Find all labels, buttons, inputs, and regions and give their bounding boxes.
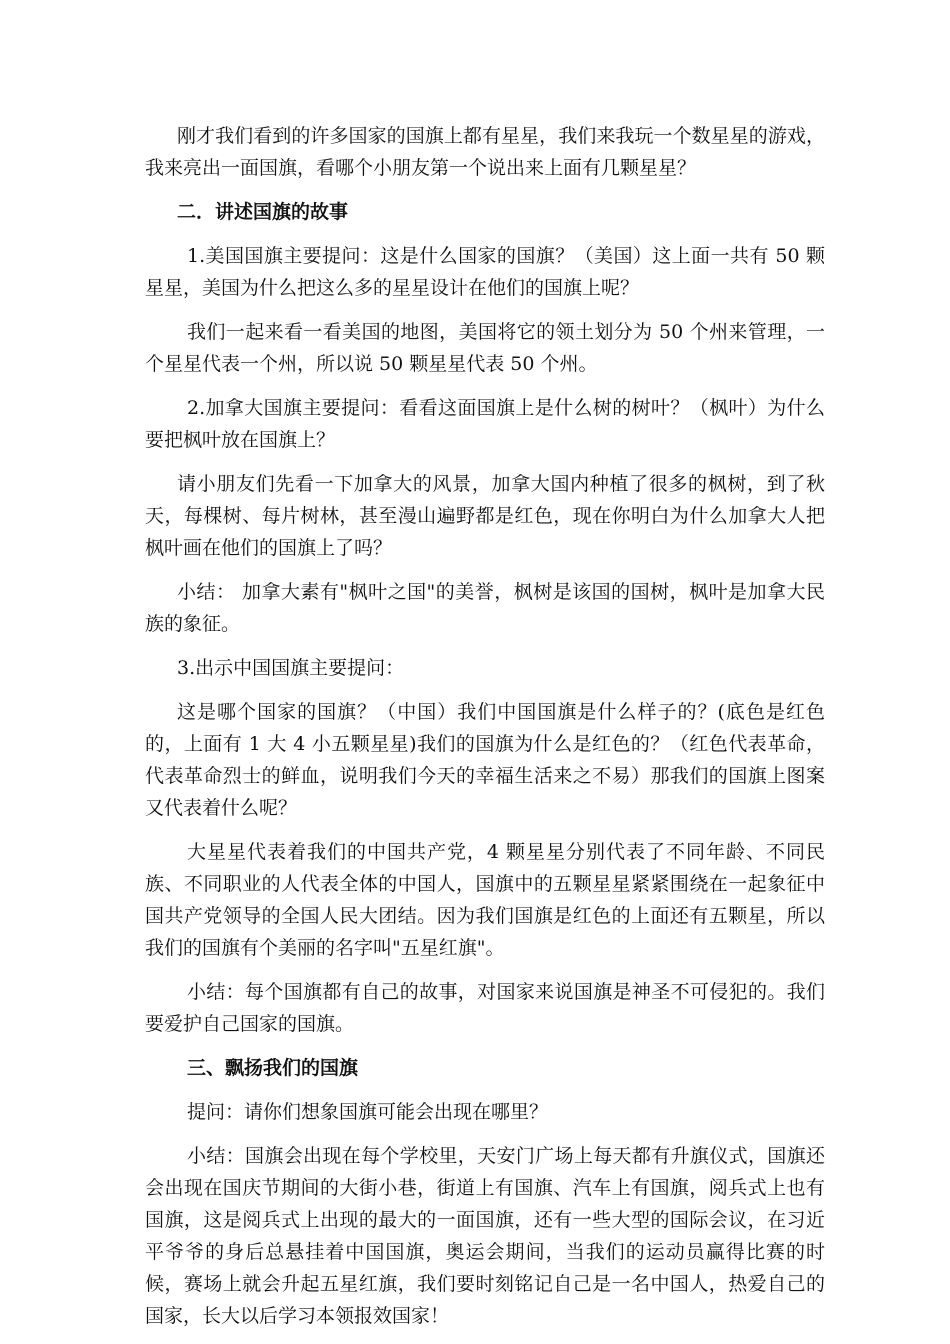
paragraph-china-intro: 3.出示中国国旗主要提问：: [177, 657, 405, 679]
paragraph-canada-scenery: 请小朋友们先看一下加拿大的风景，加拿大国内种植了很多的枫树，到了秋天，每棵树、每片树林，甚至漫山遍野都是红色，现在你明白为什么加拿大人把枫叶画在他们的国旗上了吗？: [145, 473, 825, 559]
paragraph-usa-map: 我们一起来看一看美国的地图，美国将它的领土划分为 50 个州来管理，一个星星代表一个州，所以说 50 颗星星代表 50 个州。: [145, 321, 825, 375]
heading-fly-our-flag: 三、飘扬我们的国旗: [187, 1057, 359, 1079]
paragraph-canada-question: 2.加拿大国旗主要提问：看看这面国旗上是什么树的树叶？（枫叶）为什么要把枫叶放在国旗上？: [145, 397, 825, 451]
heading-flag-stories: 二．讲述国旗的故事: [177, 201, 349, 223]
paragraph-star-game: 刚才我们看到的许多国家的国旗上都有星星，我们来我玩一个数星星的游戏，我来亮出一面国旗，看哪个小朋友第一个说出来上面有几颗星星？: [145, 125, 825, 179]
paragraph-china-question: 这是哪个国家的国旗？（中国）我们中国国旗是什么样子的？(底色是红色的，上面有 1 大 4 小五颗星星)我们的国旗为什么是红色的？（红色代表革命，代表革命烈士的鲜血，说明我们今天的幸福生活来之不易）那我们的国旗上图案又代表着什么呢？: [145, 701, 825, 819]
paragraph-final-summary: 小结：国旗会出现在每个学校里，天安门广场上每天都有升旗仪式，国旗还会出现在国庆节期间的大街小巷，街道上有国旗、汽车上有国旗，阅兵式上也有国旗，这是阅兵式上出现的最大的一面国旗，还有一些大型的国际会议，在习近平爷爷的身后总悬挂着中国国旗，奥运会期间，当我们的运动员赢得比赛的时候，赛场上就会升起五星红旗，我们要时刻铭记自己是一名中国人，热爱自己的国家，长大以后学习本领报效国家！: [145, 1145, 825, 1327]
paragraph-usa-question: 1.美国国旗主要提问：这是什么国家的国旗？（美国）这上面一共有 50 颗星星，美国为什么把这么多的星星设计在他们的国旗上呢？: [145, 245, 825, 299]
paragraph-where-question: 提问：请你们想象国旗可能会出现在哪里？: [187, 1101, 549, 1123]
paragraph-canada-summary: 小结： 加拿大素有"枫叶之国"的美誉，枫树是该国的国树，枫叶是加拿大民族的象征。: [145, 581, 825, 635]
paragraph-flag-summary: 小结：每个国旗都有自己的故事，对国家来说国旗是神圣不可侵犯的。我们要爱护自己国家的国旗。: [145, 981, 825, 1035]
paragraph-china-stars: 大星星代表着我们的中国共产党，4 颗星星分别代表了不同年龄、不同民族、不同职业的人代表全体的中国人，国旗中的五颗星星紧紧围绕在一起象征中国共产党领导的全国人民大团结。因为我们国旗是红色的上面还有五颗星，所以我们的国旗有个美丽的名字叫"五星红旗"。: [145, 841, 825, 959]
document-body: [145, 120, 825, 1344]
